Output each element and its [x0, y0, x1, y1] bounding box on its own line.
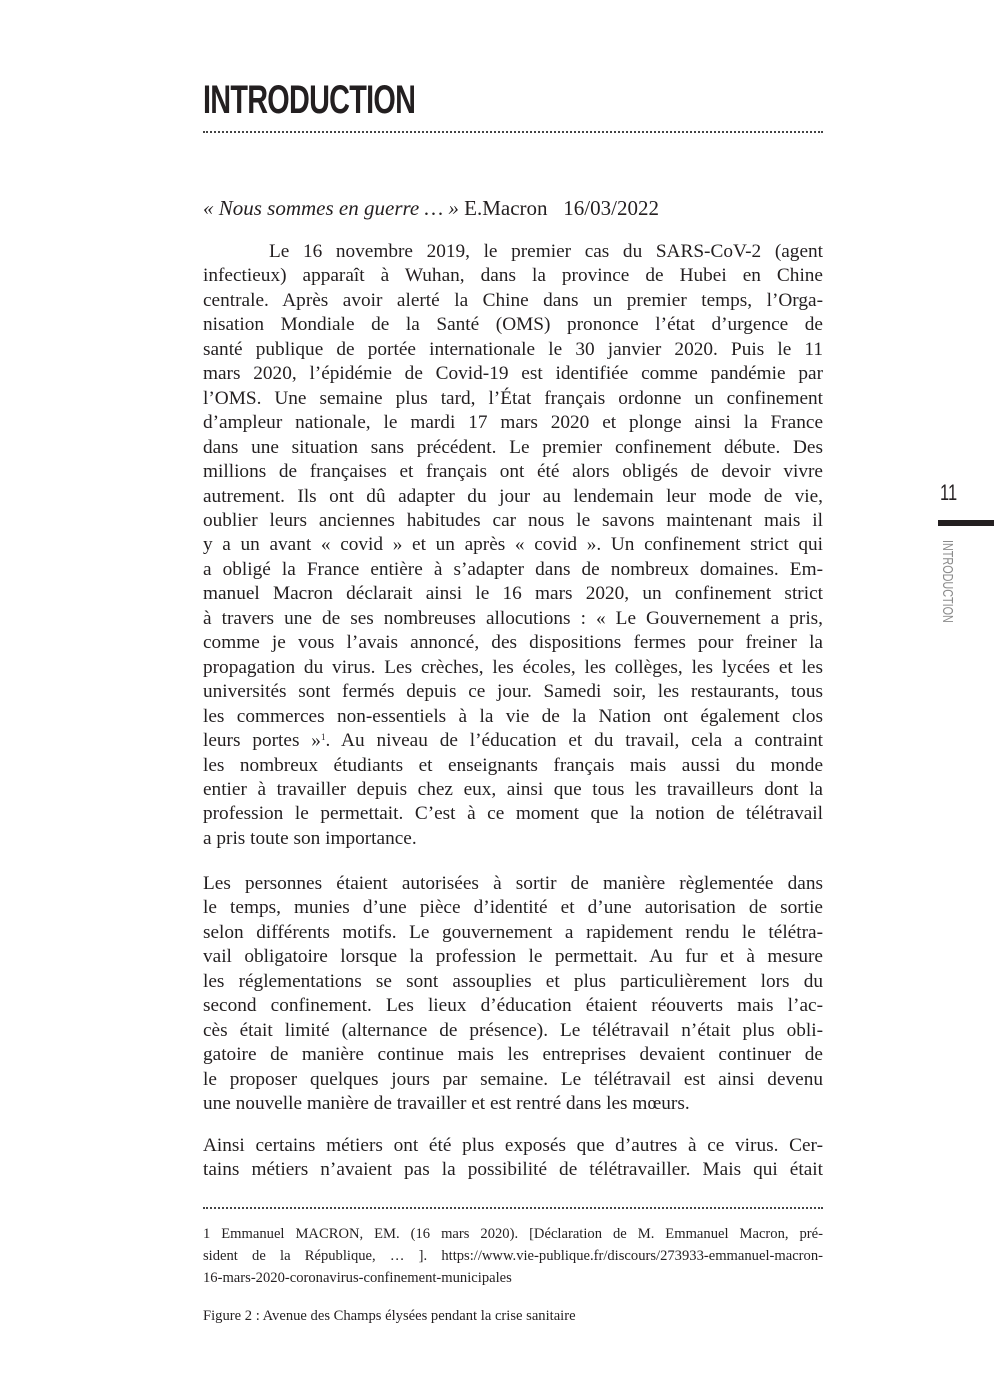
footnote-line: 1 Emmanuel MACRON, EM. (16 mars 2020). [Déclaration de M. Emmanuel Macron, pré-: [203, 1226, 823, 1242]
text-line: d’ampleur nationale, le mardi 17 mars 2020 et plonge ainsi la France: [203, 412, 823, 434]
paragraph-3: [203, 1134, 823, 1183]
text-line: santé publique de portée internationale le 30 janvier 2020. Puis le 11: [203, 338, 823, 360]
paragraph-1: [203, 240, 823, 851]
text-line: manuel Macron déclarait ainsi le 16 mars 2020, un confinement strict: [203, 583, 823, 605]
text-line: comme je vous l’avais annoncé, des dispositions fermes pour freiner la: [203, 632, 823, 654]
text-line: les réglementations se sont assouplies et plus particulièrement lors du: [203, 970, 823, 992]
text-line: gatoire de manière continue mais les entreprises devaient continuer de: [203, 1044, 823, 1066]
text-line: a pris toute son importance.: [203, 827, 417, 849]
running-section-label: [939, 540, 956, 655]
epigraph-date: 16/03/2022: [563, 196, 659, 220]
title-divider: [203, 131, 823, 133]
footnote-reference[interactable]: 1: [320, 732, 326, 743]
text-line: Le 16 novembre 2019, le premier cas du SARS-CoV-2 (agent: [269, 241, 823, 262]
text-line: selon différents motifs. Le gouvernement a rapidement rendu le télétra-: [203, 921, 823, 943]
footnote-divider: [203, 1207, 823, 1209]
footnote-line: sident de la République, … ]. https://www.vie-publique.fr/discours/273933-emmanuel-macron-: [203, 1248, 823, 1264]
figure-caption: Figure 2 : Avenue des Champs élysées pendant la crise sanitaire: [203, 1308, 576, 1324]
text-line: le temps, munies d’une pièce d’identité et d’une autorisation de sortie: [203, 897, 823, 919]
chapter-title: INTRODUCTION: [203, 78, 416, 122]
page-number: 11: [940, 480, 958, 505]
text-line: dans une situation sans précédent. Le premier confinement débute. Des: [203, 436, 823, 458]
epigraph-author: E.Macron: [464, 196, 548, 220]
epigraph-quote: « Nous sommes en guerre … »: [203, 196, 459, 220]
text-line: a obligé la France entière à s’adapter dans de nombreux domaines. Em-: [203, 558, 823, 580]
text-line: propagation du virus. Les crèches, les écoles, les collèges, les lycées et les: [203, 656, 823, 678]
text-line: l’OMS. Une semaine plus tard, l’État français ordonne un confinement: [203, 387, 823, 409]
text-line: à travers une de ses nombreuses allocutions : « Le Gouvernement a pris,: [203, 607, 823, 629]
page-marker-bar: [938, 520, 994, 526]
text-line: vail obligatoire lorsque la profession le permettait. Au fur et à mesure: [203, 946, 823, 968]
text-line: centrale. Après avoir alerté la Chine dans un premier temps, l’Orga-: [203, 289, 823, 311]
text-line: Les personnes étaient autorisées à sortir de manière règlementée dans: [203, 873, 823, 894]
text-line: une nouvelle manière de travailler et est rentré dans les mœurs.: [203, 1093, 690, 1115]
epigraph: [203, 196, 659, 221]
text-line: profession le permettait. C’est à ce moment que la notion de télétravail: [203, 803, 823, 825]
text-line: les nombreux étudiants et enseignants français mais aussi du monde: [203, 754, 823, 776]
text-line: millions de françaises et français ont été alors obligés de devoir vivre: [203, 461, 823, 483]
text-line: cès était limité (alternance de présence). Le télétravail n’était plus obli-: [203, 1019, 823, 1041]
text-line: y a un avant « covid » et un après « covid ». Un confinement strict qui: [203, 534, 823, 556]
text-line: les commerces non-essentiels à la vie de la Nation ont également clos: [203, 705, 823, 727]
section-label-text: INTRODUCTION: [939, 540, 956, 623]
text-line: tains métiers n’avaient pas la possibilité de télétravailler. Mais qui était: [203, 1159, 823, 1181]
text-line: mars 2020, l’épidémie de Covid-19 est identifiée comme pandémie par: [203, 363, 823, 385]
text-line: oublier leurs anciennes habitudes car nous le savons maintenant mais il: [203, 509, 823, 531]
text-line: nisation Mondiale de la Santé (OMS) prononce l’état d’urgence de: [203, 314, 823, 336]
text-line: autrement. Ils ont dû adapter du jour au lendemain leur mode de vie,: [203, 485, 823, 507]
text-line: second confinement. Les lieux d’éducation étaient réouverts mais l’ac-: [203, 995, 823, 1017]
text-line: le proposer quelques jours par semaine. Le télétravail est ainsi devenu: [203, 1068, 823, 1090]
text-line: universités sont fermés depuis ce jour. Samedi soir, les restaurants, tous: [203, 681, 823, 703]
text-line: entier à travailler depuis chez eux, ainsi que tous les travailleurs dont la: [203, 778, 823, 800]
text-line: leurs portes »$^1$. Au niveau de l’éducation et du travail, cela a contraint: [203, 730, 823, 752]
footnote-line: 16-mars-2020-coronavirus-confinement-municipales: [203, 1270, 512, 1286]
footnote: [203, 1223, 823, 1289]
text-line: infectieux) apparaît à Wuhan, dans la province de Hubei en Chine: [203, 265, 823, 287]
paragraph-2: [203, 872, 823, 1117]
text-line: Ainsi certains métiers ont été plus exposés que d’autres à ce virus. Cer-: [203, 1135, 823, 1156]
